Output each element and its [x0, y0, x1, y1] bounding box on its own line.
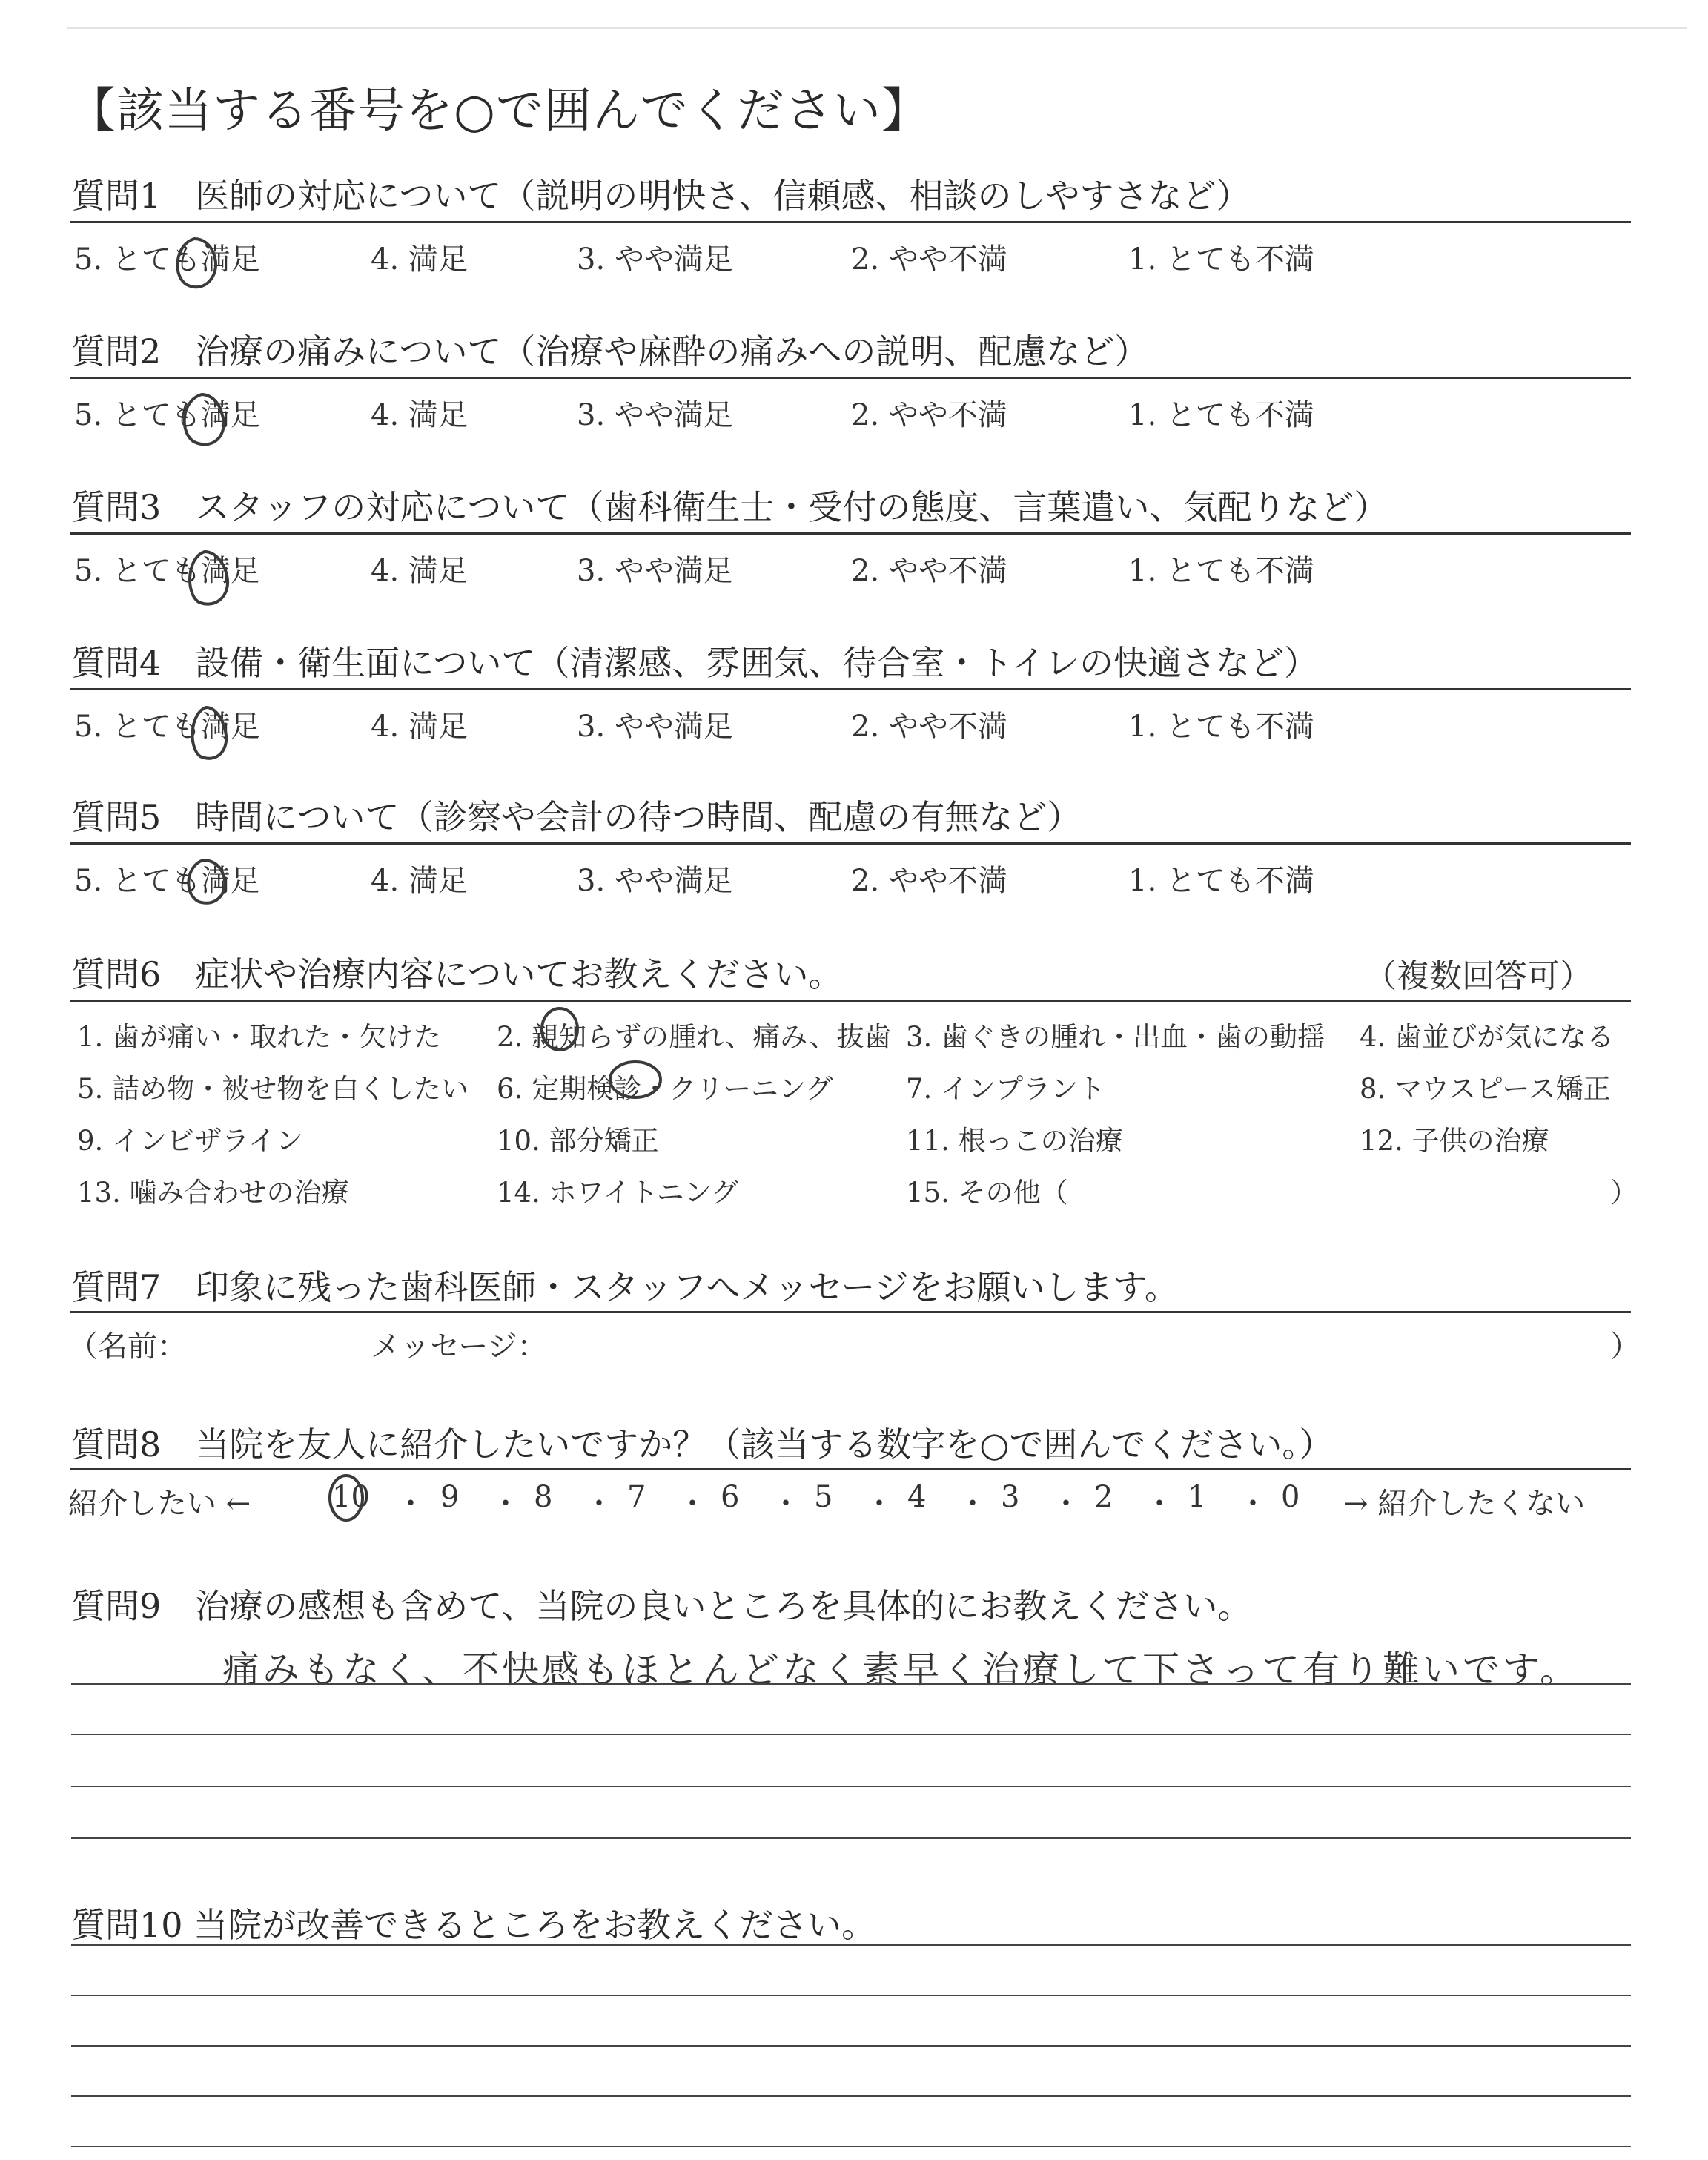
q1-option-4[interactable]: 4. 満足 [371, 242, 468, 277]
q3-option-5[interactable]: 5. とても満足 [74, 554, 260, 588]
q6-option-7[interactable]: 7. インプラント [906, 1073, 1106, 1105]
question-3-rule [70, 532, 1631, 535]
q6-option-2[interactable]: 2. 親知らずの腫れ、痛み、抜歯 [497, 1021, 892, 1053]
q2-option-3[interactable]: 3. やや満足 [577, 398, 733, 432]
q6-option-3[interactable]: 3. 歯ぐきの腫れ・出血・歯の動揺 [906, 1021, 1325, 1053]
question-9-label: 質問9 治療の感想も含めて、当院の良いところを具体的にお教えください。 [71, 1586, 1252, 1626]
q6-option-5[interactable]: 5. 詰め物・被せ物を白くしたい [77, 1073, 469, 1105]
q8-score-3[interactable]: 3 [1001, 1480, 1020, 1514]
q3-option-4[interactable]: 4. 満足 [371, 554, 468, 588]
q6-option-1[interactable]: 1. 歯が痛い・取れた・欠けた [77, 1021, 442, 1053]
q7-close-paren: ） [1610, 1330, 1640, 1364]
q8-separator: ・ [771, 1487, 801, 1521]
q3-option-2[interactable]: 2. やや不満 [851, 554, 1007, 588]
q10-writing-line[interactable] [71, 1944, 1631, 1946]
q8-separator: ・ [1145, 1487, 1174, 1521]
q1-option-2[interactable]: 2. やや不満 [851, 242, 1007, 277]
top-border [67, 27, 1687, 29]
q5-option-3[interactable]: 3. やや満足 [577, 864, 733, 898]
q1-option-3[interactable]: 3. やや満足 [577, 242, 733, 277]
q6-option-4[interactable]: 4. 歯並びが気になる [1360, 1021, 1615, 1053]
q9-writing-line [71, 1683, 1631, 1685]
q10-writing-line[interactable] [71, 2095, 1631, 2097]
q8-separator: ・ [491, 1487, 520, 1521]
q8-score-5[interactable]: 5 [814, 1480, 833, 1514]
q8-score-2[interactable]: 2 [1094, 1480, 1113, 1514]
q9-writing-line [71, 1837, 1631, 1839]
question-1-label: 質問1 医師の対応について（説明の明快さ、信頼感、相談のしやすさなど） [71, 176, 1251, 216]
question-5-label: 質問5 時間について（診察や会計の待つ時間、配慮の有無など） [71, 797, 1082, 837]
q4-option-3[interactable]: 3. やや満足 [577, 710, 733, 744]
q8-score-9[interactable]: 9 [440, 1480, 460, 1514]
q9-writing-line [71, 1786, 1631, 1787]
question-2-label: 質問2 治療の痛みについて（治療や麻酔の痛みへの説明、配慮など） [71, 331, 1149, 371]
q8-separator: ・ [864, 1487, 894, 1521]
q8-score-4[interactable]: 4 [907, 1480, 927, 1514]
q2-option-2[interactable]: 2. やや不満 [851, 398, 1007, 432]
q8-separator: ・ [958, 1487, 987, 1521]
q10-writing-line[interactable] [71, 2045, 1631, 2047]
q3-option-3[interactable]: 3. やや満足 [577, 554, 733, 588]
q5-option-4[interactable]: 4. 満足 [371, 864, 468, 898]
question-5-rule [70, 842, 1631, 845]
q2-option-5[interactable]: 5. とても満足 [74, 398, 260, 432]
q6-option-6[interactable]: 6. 定期検診・クリーニング [497, 1073, 833, 1105]
q6-option-15[interactable]: 15. その他（ [906, 1177, 1068, 1209]
q4-option-4[interactable]: 4. 満足 [371, 710, 468, 744]
question-8-label: 質問8 当院を友人に紹介したいですか？（該当する数字を○で囲んでください。） [71, 1424, 1334, 1464]
q3-option-1[interactable]: 1. とても不満 [1128, 554, 1314, 588]
q8-separator: ・ [396, 1487, 426, 1521]
question-6-label: 質問6 症状や治療内容についてお教えください。 [71, 954, 843, 994]
q6-option-11[interactable]: 11. 根っこの治療 [906, 1125, 1123, 1157]
question-2-rule [70, 377, 1631, 379]
q8-score-1[interactable]: 1 [1188, 1480, 1207, 1514]
q1-option-5[interactable]: 5. とても満足 [74, 242, 260, 277]
q6-option-9[interactable]: 9. インビザライン [77, 1125, 303, 1157]
q4-option-5[interactable]: 5. とても満足 [74, 710, 260, 744]
q6-option-8[interactable]: 8. マウスピース矯正 [1360, 1073, 1611, 1105]
q6-option-14[interactable]: 14. ホワイトニング [497, 1177, 739, 1209]
q7-name-label: （名前： [68, 1330, 187, 1364]
q2-option-1[interactable]: 1. とても不満 [1128, 398, 1314, 432]
q8-score-10[interactable]: 10 [332, 1480, 370, 1514]
question-7-rule [70, 1311, 1631, 1313]
question-10-label: 質問10 当院が改善できるところをお教えください。 [71, 1905, 876, 1945]
q8-score-0[interactable]: 0 [1281, 1480, 1300, 1514]
q6-option-10[interactable]: 10. 部分矯正 [497, 1125, 659, 1157]
q10-writing-line[interactable] [71, 1995, 1631, 1996]
q6-option-12[interactable]: 12. 子供の治療 [1360, 1125, 1549, 1157]
question-6-rule [70, 1000, 1631, 1002]
question-4-label: 質問4 設備・衛生面について（清潔感、雰囲気、待合室・トイレの快適さなど） [71, 643, 1319, 683]
q1-option-1[interactable]: 1. とても不満 [1128, 242, 1314, 277]
question-8-rule [70, 1468, 1631, 1470]
q6-option-13[interactable]: 13. 噛み合わせの治療 [77, 1177, 349, 1209]
q9-writing-line [71, 1734, 1631, 1735]
form-heading: 【該当する番号を○で囲んでください】 [68, 84, 930, 139]
q9-handwritten-answer[interactable]: 痛みもなく、不快感もほとんどなく素早く治療して下さって有り難いです。 [222, 1648, 1580, 1691]
question-3-label: 質問3 スタッフの対応について（歯科衛生士・受付の態度、言葉遣い、気配りなど） [71, 487, 1388, 527]
q8-left-label: 紹介したい ← [68, 1487, 251, 1521]
q8-right-label: → 紹介したくない [1343, 1487, 1586, 1521]
q5-option-2[interactable]: 2. やや不満 [851, 864, 1007, 898]
q4-option-1[interactable]: 1. とても不満 [1128, 710, 1314, 744]
q8-separator: ・ [584, 1487, 614, 1521]
question-6-note: （複数回答可） [1364, 957, 1592, 995]
q8-separator: ・ [678, 1487, 707, 1521]
q8-score-7[interactable]: 7 [627, 1480, 646, 1514]
q2-option-4[interactable]: 4. 満足 [371, 398, 468, 432]
q8-separator: ・ [1238, 1487, 1268, 1521]
q8-separator: ・ [1051, 1487, 1081, 1521]
q5-option-5[interactable]: 5. とても満足 [74, 864, 260, 898]
q4-option-2[interactable]: 2. やや不満 [851, 710, 1007, 744]
q6-option-15-close: ） [1610, 1177, 1638, 1209]
q5-option-1[interactable]: 1. とても不満 [1128, 864, 1314, 898]
question-1-rule [70, 221, 1631, 223]
q8-score-8[interactable]: 8 [534, 1480, 553, 1514]
q7-message-label: メッセージ： [371, 1330, 547, 1364]
q10-writing-line[interactable] [71, 2146, 1631, 2147]
question-7-label: 質問7 印象に残った歯科医師・スタッフへメッセージをお願いします。 [71, 1267, 1179, 1307]
question-4-rule [70, 688, 1631, 690]
q8-score-6[interactable]: 6 [721, 1480, 740, 1514]
